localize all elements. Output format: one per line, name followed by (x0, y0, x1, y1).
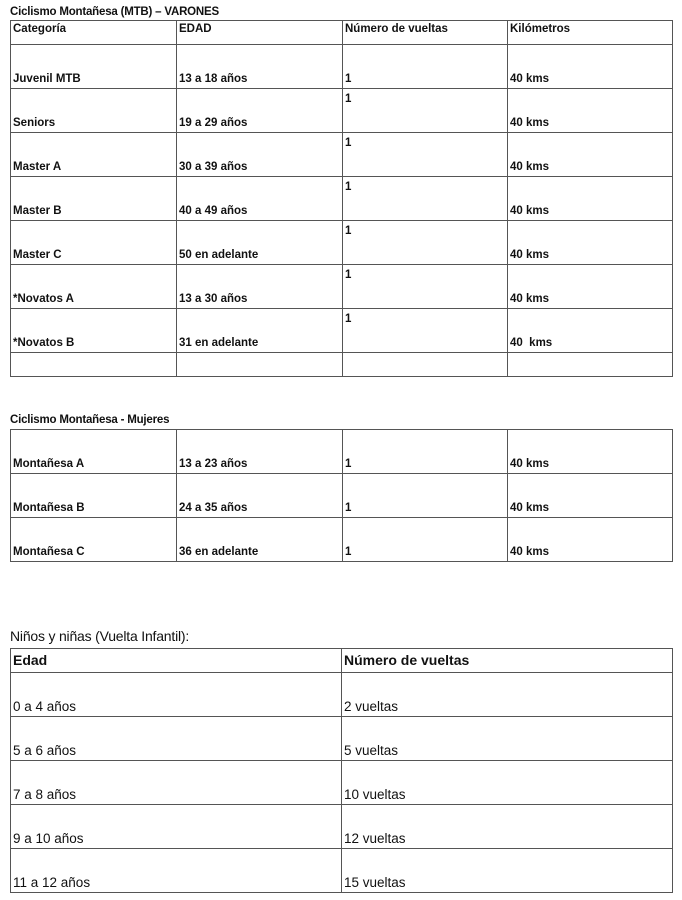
cell-km: 40 kms (508, 474, 673, 518)
cell-categoria: Montañesa A (11, 430, 177, 474)
header-edad: Edad (11, 649, 342, 673)
cell-edad: 0 a 4 años (11, 673, 342, 717)
cell-vueltas: 1 (343, 221, 508, 265)
table-row (11, 673, 673, 717)
cell-vueltas: 1 (343, 133, 508, 177)
cell-edad: 24 a 35 años (177, 474, 343, 518)
cell-edad: 36 en adelante (177, 518, 343, 562)
empty-cell (11, 353, 177, 377)
cell-vueltas: 12 vueltas (342, 805, 673, 849)
cell-km: 40 kms (508, 430, 673, 474)
cell-edad: 30 a 39 años (177, 133, 343, 177)
mujeres-table (10, 429, 673, 562)
cell-edad: 19 a 29 años (177, 89, 343, 133)
cell-categoria: Montañesa C (11, 518, 177, 562)
empty-cell (177, 353, 343, 377)
empty-cell (508, 353, 673, 377)
cell-categoria: Seniors (11, 89, 177, 133)
cell-edad: 40 a 49 años (177, 177, 343, 221)
table-row (11, 309, 673, 353)
cell-km: 40 kms (508, 221, 673, 265)
table-header-row (11, 21, 673, 45)
table-header-row (11, 649, 673, 673)
cell-categoria: *Novatos B (11, 309, 177, 353)
cell-categoria: Master C (11, 221, 177, 265)
table-row (11, 45, 673, 89)
header-edad: EDAD (177, 21, 343, 45)
cell-categoria: Montañesa B (11, 474, 177, 518)
cell-categoria: Juvenil MTB (11, 45, 177, 89)
header-categoria: Categoría (11, 21, 177, 45)
mujeres-title: Ciclismo Montañesa - Mujeres (10, 414, 170, 426)
cell-vueltas: 1 (343, 518, 508, 562)
header-km: Kilómetros (508, 21, 673, 45)
cell-vueltas: 1 (343, 430, 508, 474)
cell-vueltas: 10 vueltas (342, 761, 673, 805)
table-row (11, 474, 673, 518)
table-row (11, 89, 673, 133)
cell-vueltas: 1 (343, 474, 508, 518)
cell-km: 40 kms (508, 309, 673, 353)
cell-edad: 13 a 18 años (177, 45, 343, 89)
cell-edad: 11 a 12 años (11, 849, 342, 893)
varones-table (10, 20, 673, 377)
table-row (11, 221, 673, 265)
table-row (11, 761, 673, 805)
table-row (11, 265, 673, 309)
cell-vueltas: 1 (343, 265, 508, 309)
table-row (11, 430, 673, 474)
cell-vueltas: 5 vueltas (342, 717, 673, 761)
cell-categoria: Master B (11, 177, 177, 221)
infantil-title: Niños y niñas (Vuelta Infantil): (10, 628, 190, 644)
table-row-empty (11, 353, 673, 377)
cell-vueltas: 1 (343, 89, 508, 133)
table-row (11, 133, 673, 177)
cell-km: 40 kms (508, 177, 673, 221)
cell-edad: 13 a 23 años (177, 430, 343, 474)
table-row (11, 717, 673, 761)
infantil-table (10, 648, 673, 893)
empty-cell (343, 353, 508, 377)
cell-vueltas: 15 vueltas (342, 849, 673, 893)
cell-edad: 31 en adelante (177, 309, 343, 353)
table-row (11, 805, 673, 849)
cell-vueltas: 2 vueltas (342, 673, 673, 717)
header-vueltas: Número de vueltas (343, 21, 508, 45)
cell-km: 40 kms (508, 518, 673, 562)
cell-categoria: Master A (11, 133, 177, 177)
cell-km: 40 kms (508, 45, 673, 89)
table-row (11, 518, 673, 562)
cell-km: 40 kms (508, 89, 673, 133)
cell-edad: 50 en adelante (177, 221, 343, 265)
cell-km: 40 kms (508, 265, 673, 309)
table-row (11, 177, 673, 221)
header-vueltas: Número de vueltas (342, 649, 673, 673)
cell-edad: 13 a 30 años (177, 265, 343, 309)
cell-categoria: *Novatos A (11, 265, 177, 309)
cell-vueltas: 1 (343, 177, 508, 221)
varones-title: Ciclismo Montañesa (MTB) – VARONES (10, 6, 219, 18)
cell-km: 40 kms (508, 133, 673, 177)
cell-vueltas: 1 (343, 45, 508, 89)
table-row (11, 849, 673, 893)
cell-edad: 9 a 10 años (11, 805, 342, 849)
cell-edad: 5 a 6 años (11, 717, 342, 761)
cell-vueltas: 1 (343, 309, 508, 353)
cell-edad: 7 a 8 años (11, 761, 342, 805)
